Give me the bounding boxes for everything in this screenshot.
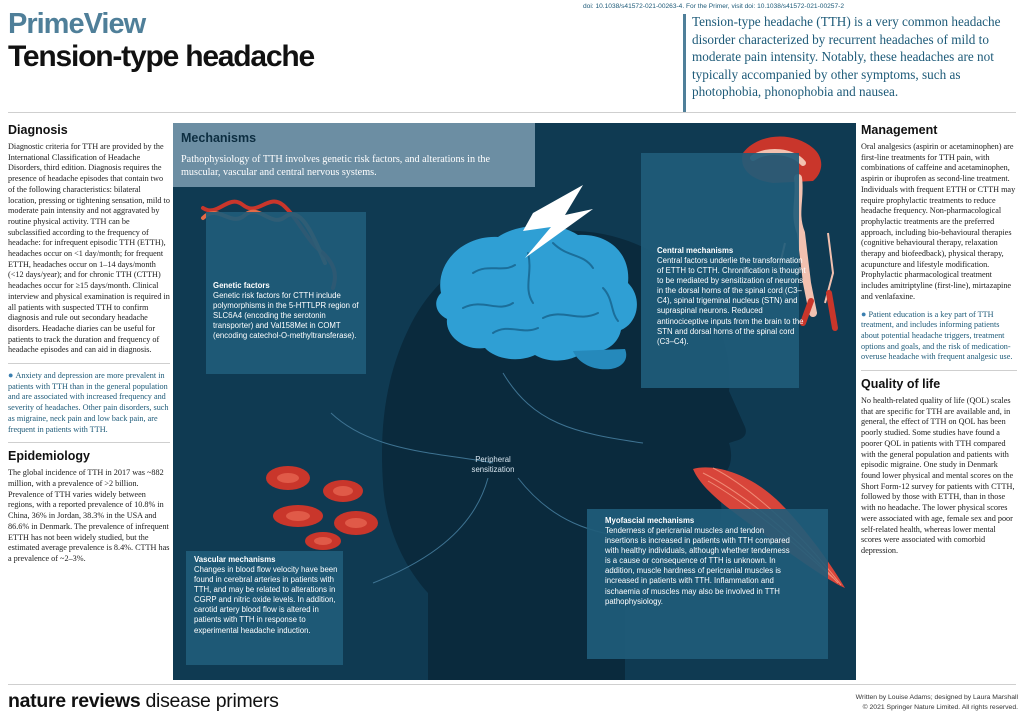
- credit-copyright: © 2021 Springer Nature Limited. All rights reserved.: [862, 703, 1018, 711]
- myofascial-mechanisms-text: [605, 516, 790, 607]
- journal-logo-light: disease primers: [140, 690, 279, 712]
- management-callout-text: Patient education is a key part of TTH treatment, and includes informing patients about potential headache triggers, treatment options and goals, and the risk of medication-overuse headache with frequent analgesic use.: [861, 309, 1013, 362]
- epidemiology-heading: Epidemiology: [8, 449, 90, 464]
- diagnosis-callout: [8, 370, 170, 435]
- brand-title: PrimeView: [8, 8, 146, 40]
- vascular-mechanisms-body: Changes in blood flow velocity have been found in cerebral arteries in patients with TTH, and may be related to alterations in CGRP and nitric oxide levels. In addition, carotid artery blood flow is altered in patients with TTH in response to experimental headache induction.: [194, 565, 338, 635]
- quality-heading: Quality of life: [861, 377, 941, 392]
- management-body: Oral analgesics (aspirin or acetaminophen) are first-line treatments for TTH pain, with combinations of caffeine and acetaminophen, aspirin or ibuprofen as second-line treatment. Individuals with frequent ETTH or CTTH may require prophylactic treatments to reduce headache frequency. Non-pharmacological prophylactic treatments are the preferred approach, including bio-behavioural therapies (cognitive behavioural therapy, relaxation therapy and biofeedback), physical therapy, acupuncture and lifestyle modification. Prophylactic pharmacological treatment includes amitriptyline (first-line), mirtazapine and venlafaxine.: [861, 142, 1016, 301]
- header-divider: [8, 112, 1016, 113]
- diagnosis-callout-text: Anxiety and depression are more prevalent in patients with TTH than in the general population and are associated with increased frequency and severity of headaches. Other pain disorders, such as migraine, neck pain and low back pain, are frequent in patients with TTH.: [8, 371, 169, 434]
- bullet-icon: ●: [861, 308, 867, 319]
- divider: [8, 442, 170, 443]
- genetic-factors-text: [213, 281, 361, 341]
- management-callout: [861, 309, 1017, 364]
- intro-accent-bar: [683, 14, 686, 112]
- myofascial-mechanisms-body: Tenderness of pericranial muscles and tendon insertions is increased in patients with TTH compared with healthy individuals, although whether tenderness is a cause or consequence of TTH is unknown. In addition, muscle hardness of pericranial muscles is increased in patients with TTH. Inflammation and ischaemia of muscles may also be involved in TTH pathophysiology.: [605, 526, 790, 606]
- quality-body: No health-related quality of life (QOL) scales that are specific for TTH are available and, in general, the effect of TTH on QOL has been poorly studied. Some studies have found a poorer QOL in patients with TTH compared with the general population and patients with episodic migraine. One study in Denmark found lower physical and mental scores on the Short Form-12 survey for patients with CTTH, followed by those with ETTH, than in those with no headache. The lower physical scores were associated with age, female sex and poor self-related health, whereas lower mental scores were associated with comorbid depression.: [861, 396, 1015, 555]
- central-mechanisms-body: Central factors underlie the transformation of ETTH to CTTH. Chronification is thought to be mediated by sensitization of neurons in the dorsal horns of the spinal cord (C3–C4), spinal trigeminal nucleus (STN) and supraspinal neurons. Reduced antinociceptive inputs from the brain to the STN and dorsal horns of the spinal cord (C3–C4).: [657, 256, 806, 346]
- credits: [790, 693, 1018, 712]
- central-mechanisms-title: Central mechanisms: [657, 246, 734, 255]
- divider: [861, 370, 1017, 371]
- genetic-factors-title: Genetic factors: [213, 281, 270, 290]
- bullet-icon: ●: [8, 370, 14, 381]
- mechanisms-heading: Mechanisms: [181, 131, 257, 145]
- footer-divider: [8, 684, 1016, 685]
- journal-logo: [8, 690, 279, 713]
- right-column: [861, 123, 1017, 557]
- doi-reference: doi: 10.1038/s41572-021-00263-4. For the Primer, visit doi: 10.1038/s41572-021-00257-2: [583, 3, 844, 10]
- mechanisms-subtitle: Pathophysiology of TTH involves genetic risk factors, and alterations in the muscular, vascular and central nervous systems.: [181, 154, 491, 178]
- vascular-mechanisms-title: Vascular mechanisms: [194, 555, 276, 564]
- central-mechanisms-text: [657, 246, 807, 347]
- journal-logo-bold: nature reviews: [8, 690, 141, 712]
- left-column: [8, 123, 170, 565]
- page-title: Tension-type headache: [8, 40, 314, 73]
- genetic-factors-body: Genetic risk factors for CTTH include polymorphisms in the 5-HTTLPR region of SLC6A4 (encoding the serotonin transporter) and Val158Met in COMT (encoding catechol-O-methyltransferase).: [213, 291, 359, 341]
- management-heading: Management: [861, 123, 938, 137]
- mechanisms-panel: [173, 123, 856, 680]
- credit-authors: Written by Louise Adams; designed by Laura Marshall: [855, 694, 1018, 701]
- diagnosis-body: Diagnostic criteria for TTH are provided by the International Classification of Headache Disorders, third edition. Diagnosis requires the presence of headache episodes that contain two of the following characteristics: bilateral location, pressing or tightening sensation, mild to moderate pain intensity and not aggravated by routine physical activity. TTH can be subclassified according to the frequency of headache: for infrequent episodic TTH (ETTH), headaches occur on <1 day/month; for frequent ETTH, headaches occur on 1–14 days/month (<12 days/year); and for chronic TTH (CTTH) headaches occur for ≥15 days/month. Clinical interview and physical examination is required in all patients with suspected TTH to confirm diagnosis and rule out secondary headache disorders. Headache diaries can be useful for patients to track the duration and frequency of headache episodes and can aid in diagnosis.: [8, 142, 170, 355]
- myofascial-mechanisms-title: Myofascial mechanisms: [605, 516, 695, 525]
- vascular-mechanisms-text: [194, 555, 344, 636]
- divider: [8, 363, 170, 364]
- epidemiology-body: The global incidence of TTH in 2017 was ~882 million, with a prevalence of >2 billion. Prevalence of TTH varies widely between regions, with a reported prevalence of 10.8% in China, 36% in Jordan, 38.3% in the USA and 86.6% in Denmark. The prevalence of infrequent ETTH has not been widely studied, but the estimated average prevalence is 8.4%. CTTH has a prevalence of ~2–3%.: [8, 468, 170, 563]
- diagnosis-heading: Diagnosis: [8, 123, 68, 137]
- peripheral-sensitization-label: Peripheral sensitization: [471, 455, 515, 474]
- mechanisms-header-box: [173, 123, 535, 187]
- intro-text: Tension-type headache (TTH) is a very common headache disorder characterized by recurrent headaches of mild to moderate pain intensity. Notably, these headaches are not typically accompanied by other symptoms, such as photophobia, phonophobia and nausea.: [692, 14, 1001, 100]
